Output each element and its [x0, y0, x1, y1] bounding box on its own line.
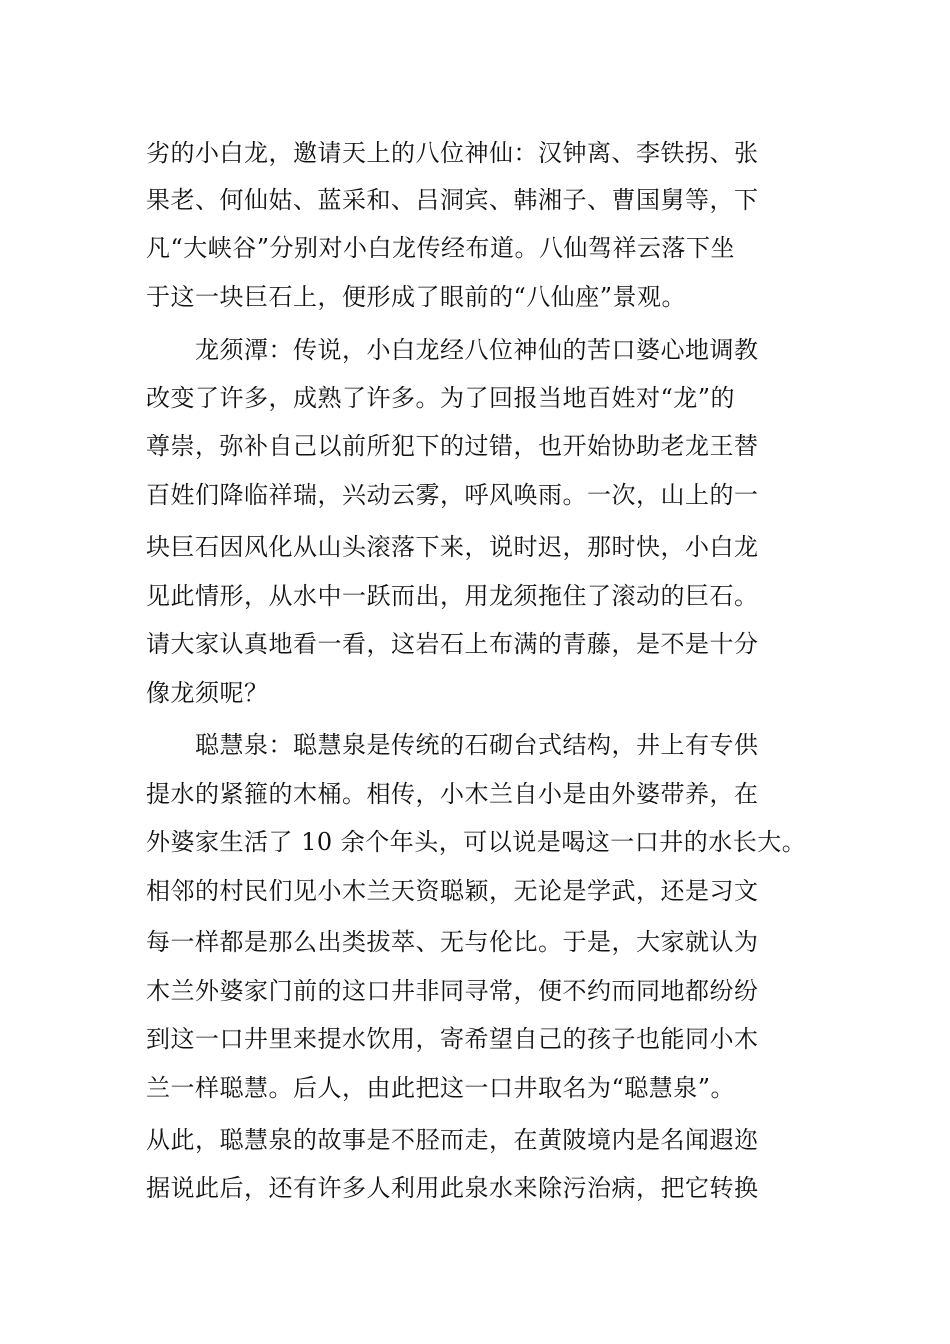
text-line: 据说此后，还有许多人利用此泉水来除污治病，把它转换: [146, 1174, 759, 1202]
text-line: 百姓们降临祥瑞，兴动云雾，呼风唤雨。一次，山上的一: [146, 481, 759, 509]
text-line: 于这一块巨石上，便形成了眼前的“八仙座”景观。: [146, 283, 687, 311]
text-line: 兰一样聪慧。后人，由此把这一口井取名为“聪慧泉”。: [146, 1074, 736, 1102]
text-line: 块巨石因风化从山头滚落下来，说时迟，那时快，小白龙: [146, 533, 759, 561]
text-line: 提水的紧箍的木桶。相传，小木兰自小是由外婆带养，在: [146, 780, 759, 808]
text-line: 见此情形，从水中一跃而出，用龙须拖住了滚动的巨石。: [146, 582, 759, 610]
text-line: 到这一口井里来提水饮用，寄希望自己的孩子也能同小木: [146, 1025, 759, 1053]
text-line: 请大家认真地看一看，这岩石上布满的青藤，是不是十分: [146, 630, 759, 658]
text-line: 每一样都是那么出类拔萃、无与伦比。于是，大家就认为: [146, 928, 759, 956]
text-line: 外婆家生活了 10 余个年头，可以说是喝这一口井的水长大。: [146, 828, 807, 856]
text-line: 像龙须呢？: [146, 679, 269, 707]
text-line: 劣的小白龙，邀请天上的八位神仙：汉钟离、李铁拐、张: [146, 139, 759, 167]
text-line: 木兰外婆家门前的这口井非同寻常，便不约而同地都纷纷: [146, 977, 759, 1005]
text-line: 聪慧泉：聪慧泉是传统的石砌台式结构，井上有专供: [146, 731, 759, 759]
text-line: 尊崇，弥补自己以前所犯下的过错，也开始协助老龙王替: [146, 432, 759, 460]
text-line: 相邻的村民们见小木兰天资聪颖，无论是学武，还是习文: [146, 877, 759, 905]
text-line: 改变了许多，成熟了许多。为了回报当地百姓对“龙”的: [146, 384, 736, 412]
text-line: 从此，聪慧泉的故事是不胫而走，在黄陂境内是名闻遐迩: [146, 1126, 759, 1154]
text-line: 龙须潭：传说，小白龙经八位神仙的苦口婆心地调教: [146, 336, 759, 364]
text-line: 凡“大峡谷”分别对小白龙传经布道。八仙驾祥云落下坐: [146, 234, 736, 262]
text-line: 果老、何仙姑、蓝采和、吕洞宾、韩湘子、曹国舅等，下: [146, 186, 759, 214]
